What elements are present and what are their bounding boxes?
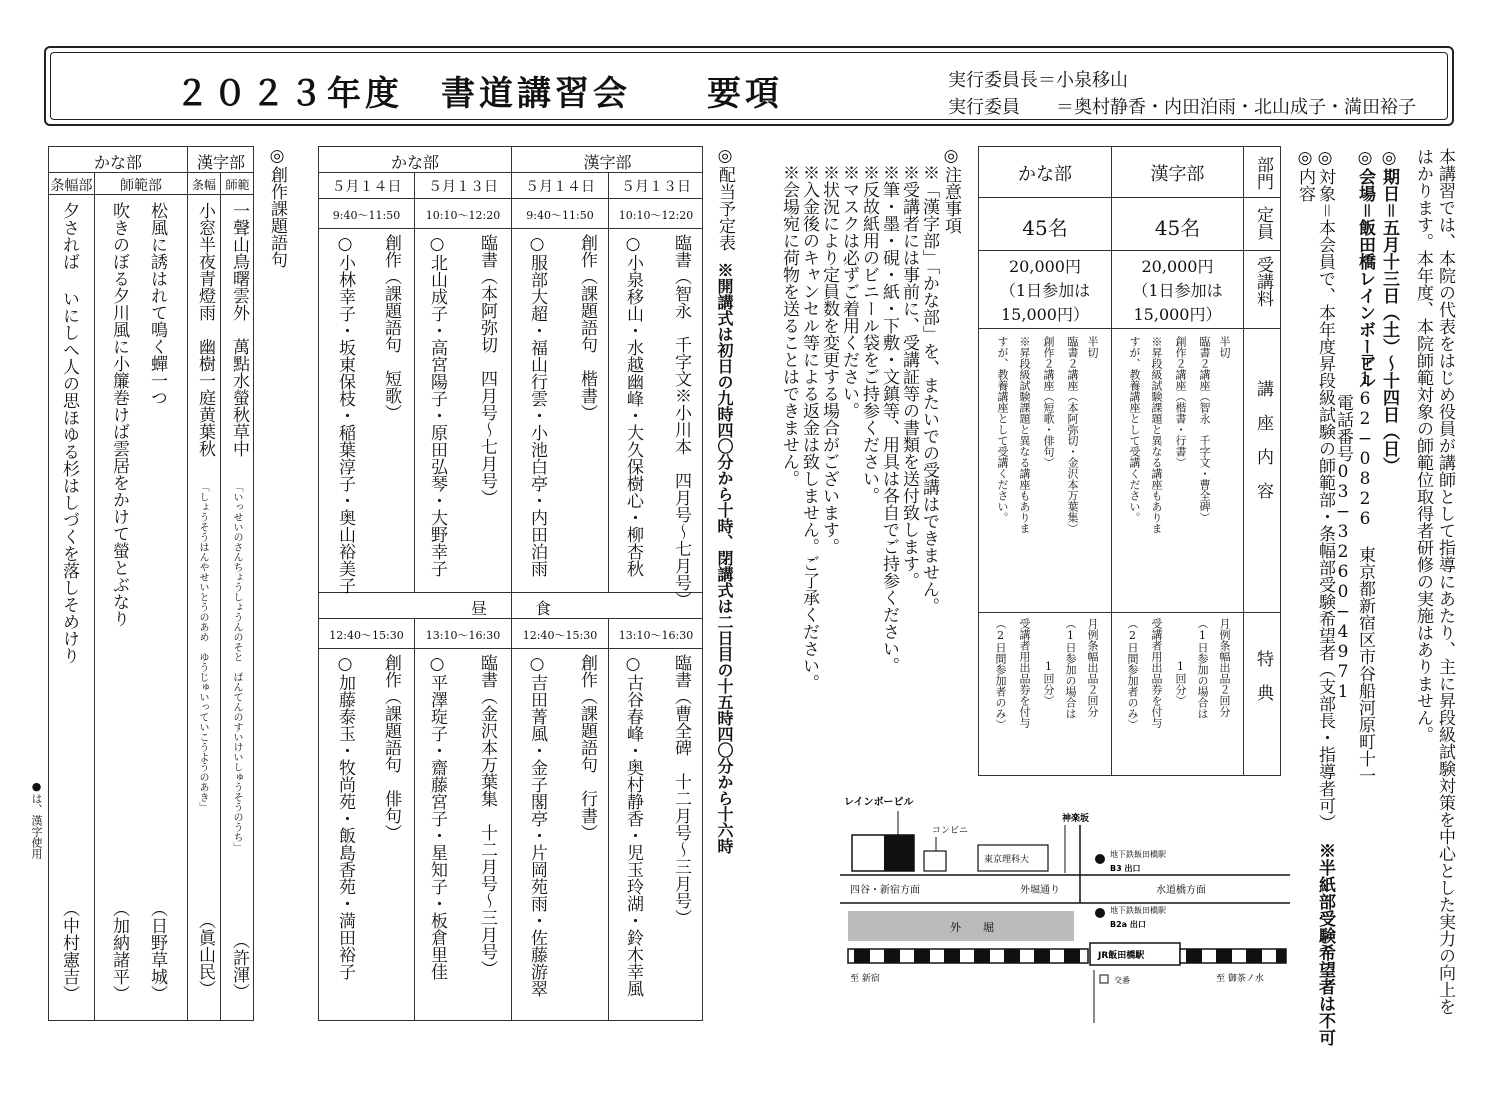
intro-line-1: 本講習では、本院の代表をはじめ役員が講師として指導にあたり、主に昇段級試験対策を中心とした実力の向上を (1435, 148, 1455, 1015)
col2-date: ５月１４日 (525, 179, 595, 195)
kana-bonus-1: 月例条幅出品２回分 (1086, 618, 1099, 717)
col1-pm-names: ○古谷春峰・奥村静香・児玉玲湖・鈴木幸風 (623, 654, 643, 997)
map-label-subway1: 地下鉄飯田橋駅 (1110, 850, 1166, 859)
phrase-5-text: 夕されば いにしへ人の思ほゆる杉はしづくを落しそめけり (59, 202, 79, 664)
note-1: ※「漢字部」「かな部」を、またいでの受講はできません。 (919, 164, 939, 615)
content-heading: ◎内容 (1295, 148, 1315, 202)
kana-course-4: ※昇段級試験課題と異なる講座もありま (1018, 336, 1031, 534)
phrases-kanji-shihan: 師範 (225, 178, 250, 192)
phrases-heading: ◎創作課題語句 (267, 146, 287, 268)
col2-am-title: 創作（課題語句 楷書） (577, 234, 597, 421)
kana-capacity: 45名 (1022, 216, 1068, 240)
col4-am-names: ○小林幸子・坂東保枝・稲葉淳子・奥山裕美子 (335, 234, 355, 594)
col2-am-time: 9:40～11:50 (526, 209, 594, 222)
kanji-bonus-4: 受講者用出品券を付与 (1150, 618, 1163, 728)
intro-line-2: はかります。本年度、本院師範対象の師範位取得者研修の実施はありません。 (1413, 148, 1433, 743)
note-3: ※筆・墨・硯・紙・下敷・文鎮等、用具は各自でご持参ください。 (879, 164, 899, 674)
kanji-fee-2: （1日参加は (1132, 281, 1223, 300)
map-label-suidobashi: 水道橋方面 (1156, 885, 1206, 896)
map-label-kagurazaka: 神楽坂 (1062, 814, 1090, 824)
phrases-kana-shihan: 師範部 (120, 178, 162, 194)
col1-date: ５月１３日 (621, 179, 691, 195)
map-label-building: レインボービル (844, 797, 914, 808)
col-capacity-label: 定員 (1253, 206, 1273, 240)
note-2: ※受講者には事前に、受講証等の書類を送付致します。 (899, 164, 919, 589)
note-7: ※入金後のキャンセル等による返金は致しません。ご了承ください。 (799, 164, 819, 691)
col2-am-names: ○服部大超・福山行雲・小池白亭・内田泊雨 (527, 234, 547, 577)
col4-date: ５月１４日 (331, 179, 402, 195)
map-label-jr: JR飯田橋駅 (1098, 951, 1145, 961)
col1-am-title: 臨書（智永 千字文※小川本 四月号～七月号） (671, 234, 691, 608)
col1-pm-time: 13:10～16:30 (618, 629, 694, 642)
col3-pm-time: 13:10～16:30 (425, 629, 501, 642)
kanji-bonus-2: （1日参加の場合は (1196, 618, 1209, 719)
col4-pm-names: ○加藤泰玉・牧尚苑・飯島香苑・満田裕子 (335, 654, 355, 980)
col4-am-time: 9:40～11:50 (332, 209, 401, 222)
map-label-koban: 交番 (1114, 976, 1130, 985)
phrases-kanji-label: 漢字部 (196, 153, 245, 172)
phone-line: 電話番号03−3260−4971 (1333, 394, 1353, 702)
col4-pm-title: 創作（課題語句 俳句） (381, 654, 401, 841)
phrase-4-author: （加納諸平） (109, 900, 129, 1002)
kana-dept-name: かな部 (1018, 164, 1072, 185)
map-label-yotsuya: 四谷・新宿方面 (850, 885, 920, 896)
page-title: ２０２３年度 書道講習会 要項 (175, 74, 783, 114)
col4-pm-time: 12:40～15:30 (329, 629, 404, 642)
col3-pm-title: 臨書（金沢本万葉集 十二月号～三月号） (477, 654, 497, 977)
col3-am-names: ○北山成子・高宮陽子・原田弘琴・大野幸子 (427, 234, 447, 577)
schedule-kana-label: かな部 (390, 153, 439, 172)
kanji-course-5: すが、教養講座として受講ください。 (1128, 336, 1141, 523)
kanji-course-2: 臨書２講座（智永 千字文・曹全碑） (1198, 336, 1211, 523)
phrase-2-author: （眞山民） (195, 912, 215, 997)
kanji-bonus-3: 1回分） (1174, 660, 1187, 706)
kana-fee-1: 20,000円 (1009, 257, 1081, 276)
kana-bonus-5: （2日間参加者のみ） (994, 618, 1007, 730)
col2-pm-names: ○吉田菁風・金子閣亭・片岡苑雨・佐藤游翠 (527, 654, 547, 997)
kana-bonus-2: （1日参加の場合は (1064, 618, 1077, 719)
kana-course-2: 臨書２講座（本阿弥切・金沢本万葉集） (1066, 336, 1079, 534)
phrases-kana-label: かな部 (93, 153, 142, 172)
date-line: ◎期日＝五月十三日（土）～十四日（日） (1379, 148, 1399, 474)
phrase-1-reading: 「いっせいのさんちょうしょうんのそと ばんてんのすいけいしゅうそうのうち」 (231, 482, 242, 852)
phrase-5-author: （中村憲吉） (59, 900, 79, 1002)
phrase-2-text: 小窓半夜青燈雨 幽樹一庭黄葉秋 (195, 202, 215, 457)
phrases-footnote: ●は、漢字使用 (30, 780, 43, 859)
kanji-course-3: 創作２講座（楷書・行書） (1174, 336, 1187, 468)
map-label-conbini: コンビニ (932, 826, 969, 836)
kanji-bonus-5: （2日間参加者のみ） (1126, 618, 1139, 730)
col-fee-label: 受講料 (1253, 256, 1273, 307)
note-6: ※状況により定員数を変更する場合がございます。 (819, 164, 839, 555)
kanji-fee-3: 15,000円） (1133, 305, 1222, 324)
phrase-4-text: 吹きのぼる夕川風に小簾巻けば雲居をかけて螢とぶなり (109, 202, 129, 627)
kana-course-1: 半切 (1086, 336, 1099, 358)
rainbow-building (884, 835, 914, 871)
phrase-1-author: （許渾） (229, 932, 249, 1000)
col1-pm-title: 臨書（曹全碑 十二月号～三月号） (671, 654, 691, 926)
phrase-2-reading: 「しょうそうはんやせいとうのあめ ゆうじゅいっていこうようのあき」 (197, 482, 208, 812)
kana-course-3: 創作２講座（短歌・俳句） (1042, 336, 1055, 468)
col3-am-title: 臨書（本阿弥切 四月号～七月号） (477, 234, 497, 506)
note-8: ※会場宛に荷物を送ることはできません。 (779, 164, 799, 487)
map-label-to-ochanomizu: 至 御茶ノ水 (1216, 974, 1264, 984)
venue-line: ◎会場＝飯田橋レインボービル (1355, 148, 1375, 389)
map-label-to-shinjuku: 至 新宿 (850, 974, 880, 984)
target-line: ◎対象＝本会員で、本年度昇段級試験の師範部・条幅部受験希望者（支部長・指導者可） (1315, 148, 1335, 831)
col2-pm-time: 12:40～15:30 (522, 629, 598, 642)
note-5: ※マスクは必ずご着用ください。 (839, 164, 859, 419)
col3-date: ５月１３日 (428, 179, 498, 195)
map-label-exit1: B3 出口 (1110, 864, 1141, 873)
col-dept-label: 部門 (1253, 156, 1273, 190)
address-line: 〒162−0826 東京都新宿区市谷船河原町十一 (1355, 352, 1375, 784)
note-4: ※反故紙用のビニール袋をご持参ください。 (859, 164, 879, 504)
committee-members: 実行委員 ＝奥村静香・内田泊雨・北山成子・満田裕子 (948, 97, 1416, 118)
map-label-subway2: 地下鉄飯田橋駅 (1110, 906, 1166, 915)
access-map (840, 795, 1290, 1025)
phrases-kanji-jofuku: 条幅 (191, 178, 216, 192)
kana-fee-2: （1日参加は (999, 281, 1091, 300)
target-note: ※半紙部受験希望者は不可 (1315, 842, 1335, 1046)
notes-heading: ◎注意事項 (941, 146, 961, 234)
kana-fee-3: 15,000円） (1001, 305, 1089, 324)
schedule-kanji-label: 漢字部 (583, 153, 632, 172)
phrase-3-author: （日野草城） (147, 900, 167, 1002)
committee-chair: 実行委員長＝小泉移山 (948, 70, 1128, 91)
kana-bonus-3: 1回分） (1042, 660, 1055, 706)
map-label-sotobori-dori: 外堀通り (1020, 885, 1060, 896)
col1-am-time: 10:10～12:20 (618, 209, 694, 222)
col3-pm-names: ○平澤琁子・齋藤宮子・星知子・板倉里佳 (427, 654, 447, 980)
lunch-label: 昼 食 (470, 599, 551, 618)
col2-pm-title: 創作（課題語句 行書） (577, 654, 597, 841)
phrase-1-text: 一聲山鳥曙雲外 萬點水螢秋草中 (229, 202, 249, 457)
col3-am-time: 10:10～12:20 (425, 209, 501, 222)
phrases-kana-jofuku: 条幅部 (50, 178, 93, 194)
col-course-label: 講 座 内 容 (1253, 380, 1273, 499)
kanji-fee-1: 20,000円 (1141, 257, 1214, 276)
map-label-exit2: B2a 出口 (1110, 920, 1146, 929)
kana-course-5: すが、教養講座として受講ください。 (996, 336, 1009, 523)
kanji-dept-name: 漢字部 (1150, 164, 1205, 185)
kanji-capacity: 45名 (1154, 216, 1201, 240)
map-label-moat: 外 堀 (950, 921, 994, 934)
col4-am-title: 創作（課題語句 短歌） (381, 234, 401, 421)
schedule-heading: ◎配当予定表 (715, 146, 735, 251)
col-bonus-label: 特 典 (1253, 650, 1273, 701)
map-label-rika: 東京理科大 (984, 855, 1030, 865)
kanji-bonus-1: 月例条幅出品２回分 (1218, 618, 1231, 717)
kanji-course-4: ※昇段級試験課題と異なる講座もありま (1150, 336, 1163, 534)
schedule-note: ※開講式は初日の九時四〇分から十時、閉講式は二日目の十五時四〇分から十六時 (715, 262, 734, 854)
phrase-3-text: 松風に誘はれて鳴く蟬一つ (147, 202, 167, 406)
col1-am-names: ○小泉移山・水越幽峰・大久保樹心・柳杏秋 (623, 234, 643, 577)
kanji-course-1: 半切 (1218, 336, 1231, 358)
kana-bonus-4: 受講者用出品券を付与 (1018, 618, 1031, 728)
